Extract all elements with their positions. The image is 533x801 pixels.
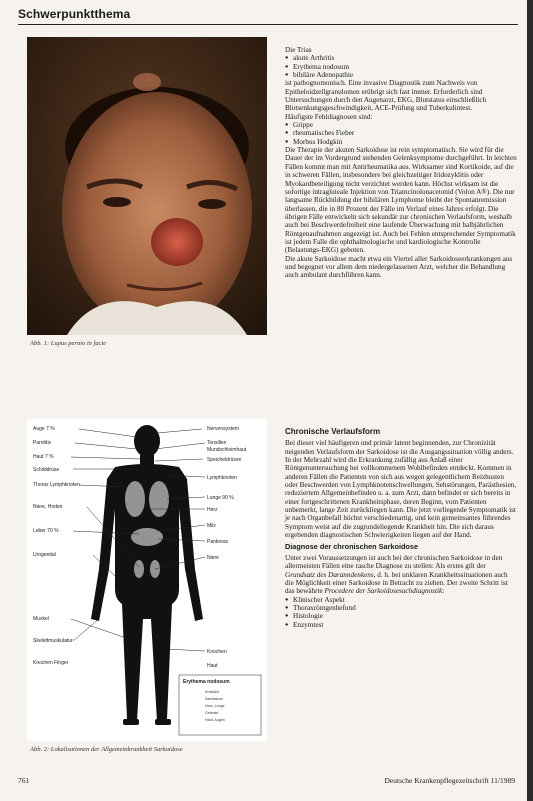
scan-edge [527,0,533,801]
label-skin-right: Haut [207,663,218,669]
right-labels [207,426,247,669]
emphasis: Grundsatz des Daranndenkens [285,570,374,579]
label-heart: Herz [207,507,218,513]
section-heading: Chronische Verlaufsform [285,427,381,436]
header-rule [18,24,518,25]
box-title: Erythema nodosum [183,679,230,685]
label-salivary: Speicheldrüsen [207,457,242,463]
label-kidney: Niere [207,555,219,561]
label-bone-finger: Knochen Finger [33,660,69,666]
journal-info: Deutsche Krankenpflegezeitschrift 11/1989 [384,776,515,785]
paragraph: Unter zwei Voraussetzungen ist auch bei der chronischen Sarkoidose in den allermeisten Fällen eine rasche Diagnose zu stellen: Als erstes gilt der Grundsatz des Daranndenkens, d. h. bei unklaren Krankheitssituationen auch die Möglichkeit einer Sarkoidose in Betracht zu ziehen. Der zweite Schritt ist das bewährte Procedere der Sarkoidosesuchdiagnostik: [285,553,508,596]
emphasis: Procedere der Sarkoidosesuchdiagnostik [324,587,443,596]
list-item: ● bihiläre Adenopathie [285,71,517,79]
left-labels [33,426,80,666]
box-line-4: Gelenke [205,711,219,715]
label-thorax-lymph: Thorax Lymphknoten [33,482,80,488]
erythema-box [179,675,261,735]
figure-2-caption: Abb. 2: Lokalisationen der Allgemeinkrankheit Sarkoidose [30,746,183,753]
list-item: ● rheumatisches Fieber [285,129,517,137]
body-localization-diagram [27,419,267,741]
paragraph: Die Therapie der akuten Sarkoidose ist rein symptomatisch. Sie wird für die Dauer der im Vordergrund stehenden Gelenksymptome durchgeführt. In leichten Fällen kommt man mit Antirheumatika aus. Wirksamer sind Kortikoide, auf die in schweren Fällen, insbesondere bei gleichzeitiger Iridozyklitis oder Myokardbeteiligung nicht verzichtet werden kann. Höchst wirksam ist die sofortige intragluteale Injektion von Triamcinolonacetonid (Volon A®). Die nur langsame Rückbildung der bihilären Lymphome bleibt der Spontanremission überlassen, die in 80 Prozent der Fälle im Verlauf eines Jahres erfolgt. Die übrigen Fälle entwickeln sich sekundär zur chronischen Verlaufsform, weshalb auch bei Beschwerdefreiheit eine laufende Überwachung mit halbjährlichen Röntgenaufnahmen angezeigt ist. Auch bei Fehlen entsprechender Symptomatik ist jedem Falle die ophthalmologische und kardiologische Kontrolle (Belastungs-EKG) geboten. [285,146,517,255]
differential-list [285,121,517,146]
label-kidney-testis: Niere, Hoden [33,504,63,510]
diff-intro: Häufigste Fehldiagnosen sind: [285,112,373,121]
label-eye: Auge 7 % [33,426,55,432]
list-item: ● Morbus Hodgkin [285,138,517,146]
list-item: ● Grippe [285,121,517,129]
label-spleen: Milz [207,523,216,529]
label-liver: Leber 70 % [33,528,59,534]
list-item: ● Erythema nodosum [285,63,517,71]
figure-2-diagram [27,419,267,741]
label-oral-mucosa: Mundschleimhaut [207,447,247,453]
page-number: 761 [18,776,30,785]
figure-1-photo [27,37,267,335]
label-lymph-nodes: Lymphknoten [207,475,237,481]
label-skin: Haut 7 % [33,454,54,460]
label-bone: Knochen [207,649,227,655]
diagnostic-list [285,596,517,629]
box-line-1: Kreislauf [205,690,219,694]
label-thyroid: Schilddrüse [33,467,60,473]
section-title: Schwerpunktthema [18,7,131,21]
box-line-5: Haut, Augen [205,718,225,722]
paragraph: ist pathognomonisch. Eine invasive Diagnostik zum Nachweis von Epitheloidzellgranulomen erübrigt sich fast immer. Erforderlich sind Untersuchungen durch den Augenarzt, EKG, Blutstatus einschließlich Blutsenkungsgeschwindigkeit, ACE-Prüfung und Tuberkulintest. [285,79,487,113]
label-urogenital: Urogenital [33,552,56,558]
list-item: ● Thoraxröntgenbefund [285,604,517,612]
box-line-3: Herz, Lunge [205,704,225,708]
text-column-lower [285,428,517,629]
face-photo-illustration [27,37,267,335]
trias-list [285,54,517,79]
list-item: ● Enzymtest [285,621,517,629]
label-skeletal-muscle: Skelettmuskulatur [33,638,73,644]
sub-heading: Diagnose der chronischen Sarkoidose [285,542,419,552]
label-lung: Lunge 90 % [207,495,234,501]
label-nervous-system: Nervensystem [207,426,239,432]
list-item: ● akute Arthritis [285,54,517,62]
box-line-2: Sarkoidose [205,697,223,701]
list-item: ● Histologie [285,612,517,620]
text-column-upper [285,46,517,280]
paragraph: Die akute Sarkoidose macht etwa ein Viertel aller Sarkoidoseerkrankungen aus und begegnet vor allem dem niedergelassenen Arzt, welcher die Behandlung auch ambulant durchführen kann. [285,254,513,280]
figure-1-caption: Abb. 1: Lupus pernio in facie [30,340,107,347]
trias-intro: Die Trias [285,46,312,54]
label-tonsils: Tonsillen [207,440,227,446]
label-parotitis: Parotitis [33,440,52,446]
label-muscle: Muskel [33,616,49,622]
label-pancreas: Pankreas [207,539,229,545]
paragraph: Bei dieser viel häufigeren und primär latent beginnenden, zur Chronizität neigenden Verlaufsform der Sarkoidose ist die Ausgangssituation völlig anders. In der Mehrzahl wird die Erkrankung zufällig aus Anlaß einer Röntgenuntersuchung bei vollkommenem Wohlbefinden entdeckt. Kommen in anderen Fällen die Patienten von sich aus wegen gelegentlichem Reizhusten oder Beschwerden von Lymphknotenschwellungen, Sehstörungen, Parästhesien, reduziertem Allgemeinbefinden u. a. zum Arzt, dann befindet er sich bereits in einer fortgeschrittenen Krankheitsphase, deren Beginn, vom Patienten unbemerkt, lange Zeit zurückliegen kann. Die jetzt vorliegende Symptomatik ist je nach Organbefall höchst verschiedenartig, und kein gemeinsames führendes Symptom weist auf die zugrundeliegende Krankheit hin. Die sich daraus ergebenden diagnostischen Schwierigkeiten liegen auf der Hand. [285,439,517,540]
list-item: ● Klinischer Aspekt [285,596,517,604]
